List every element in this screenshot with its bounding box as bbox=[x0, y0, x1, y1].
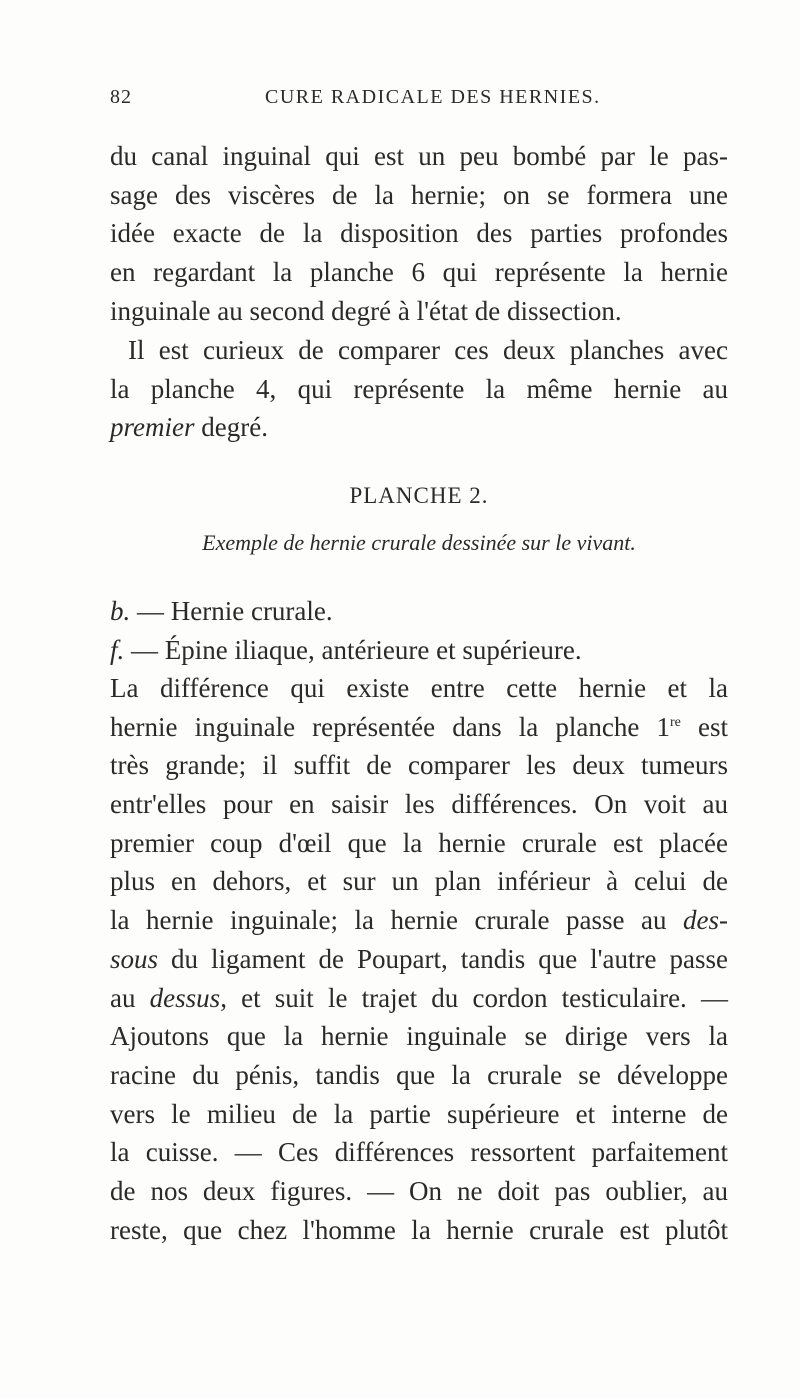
text-line: de nos deux figures. — On ne doit pas oublier, au bbox=[110, 1175, 728, 1206]
text-line: idée exacte de la disposition des parties profondes bbox=[110, 218, 728, 249]
paragraph-1 bbox=[110, 137, 728, 330]
text-line: en regardant la planche 6 qui représente la hernie bbox=[110, 257, 728, 288]
legend bbox=[110, 592, 728, 669]
text-line: la planche 4, qui représente la même hernie au bbox=[110, 373, 728, 404]
running-title: CURE RADICALE DES HERNIES. bbox=[265, 86, 601, 108]
text-line: entr'elles pour en saisir les différences. On voit au bbox=[110, 789, 728, 820]
paragraph-2 bbox=[110, 331, 728, 447]
text-line: très grande; il suffit de comparer les deux tumeurs bbox=[110, 750, 728, 781]
text-line: au dessus, et suit le trajet du cordon testiculaire. — bbox=[110, 982, 728, 1013]
text-line: La différence qui existe entre cette hernie et la bbox=[110, 673, 728, 703]
text-line: Ajoutons que la hernie inguinale se dirige vers la bbox=[110, 1021, 728, 1052]
text-line: sage des viscères de la hernie; on se formera une bbox=[110, 179, 728, 210]
text-line: racine du pénis, tandis que la crurale se développe bbox=[110, 1059, 728, 1090]
legend-item: f. — Épine iliaque, antérieure et supérieure. bbox=[110, 634, 582, 665]
text-line: Il est curieux de comparer ces deux planches avec bbox=[128, 335, 728, 365]
text-line: la cuisse. — Ces différences ressortent parfaitement bbox=[110, 1137, 728, 1168]
text-line: inguinale au second degré à l'état de dissection. bbox=[110, 295, 622, 326]
paragraph-3 bbox=[110, 669, 728, 1249]
page-number: 82 bbox=[110, 86, 132, 108]
legend-letter: b. bbox=[110, 596, 131, 626]
text-line: premier coup d'œil que la hernie crurale est placée bbox=[110, 827, 728, 858]
text-line: vers le milieu de la partie supérieure et interne de bbox=[110, 1098, 728, 1129]
running-header bbox=[110, 86, 710, 116]
text-line: du canal inguinal qui est un peu bombé par le pas- bbox=[110, 141, 728, 171]
legend-item: b. — Hernie crurale. bbox=[110, 596, 333, 626]
plate-subtitle: Exemple de hernie crurale dessinée sur le vivant. bbox=[202, 530, 636, 555]
legend-letter: f. bbox=[110, 634, 125, 665]
italic-word: premier bbox=[110, 412, 195, 443]
text-line: premier degré. bbox=[110, 412, 268, 443]
text-line: hernie inguinale représentée dans la planche 1re est bbox=[110, 711, 728, 742]
text-line: reste, que chez l'homme la hernie crurale est plutôt bbox=[110, 1214, 728, 1245]
text-line: sous du ligament de Poupart, tandis que l'autre passe bbox=[110, 943, 728, 974]
text-line: la hernie inguinale; la hernie crurale passe au des- bbox=[110, 905, 728, 936]
text-line: plus en dehors, et sur un plan inférieur à celui de bbox=[110, 866, 728, 897]
plate-title: PLANCHE 2. bbox=[349, 483, 489, 508]
